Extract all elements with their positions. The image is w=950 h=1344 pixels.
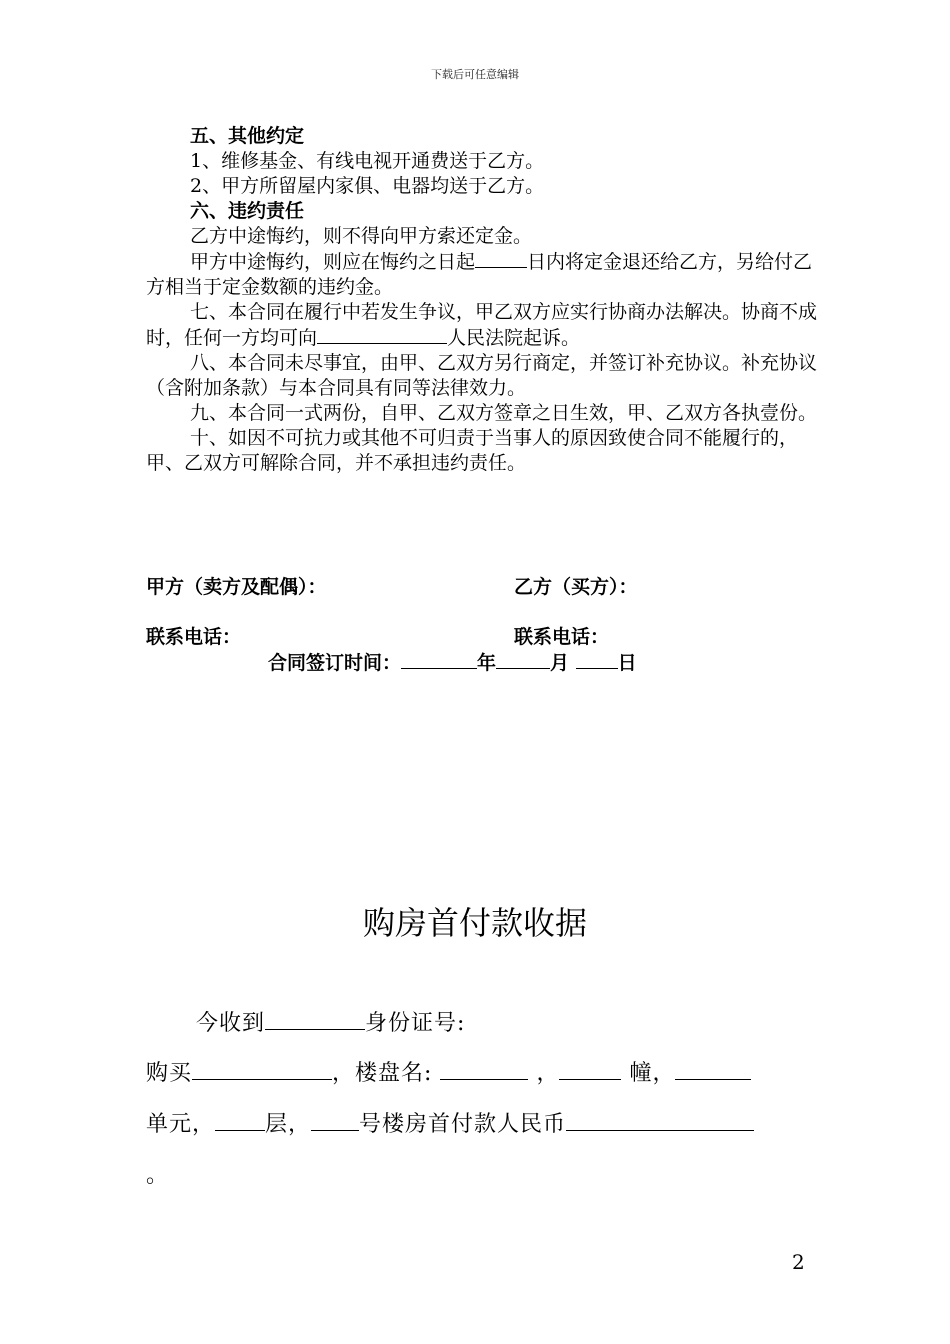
comma-label: ， [536,1061,560,1086]
receipt-line-1 [196,1006,876,1037]
unit-label: 单元， [146,1112,216,1137]
floor-blank[interactable] [215,1112,265,1131]
clause-9: 九、本合同一式两份，自甲、乙双方签章之日生效，甲、乙双方各执壹份。 [190,402,818,424]
clause-7-start: 七、本合同在履行中若发生争议，甲乙双方应实行协商办法解决。协商不成时，任何一方均可向 [146,301,818,349]
party-a-phone-label: 联系电话： [146,626,242,648]
section-6-line-2-start: 甲方中途悔约，则应在悔约之日起 [190,251,476,273]
amount-blank[interactable] [566,1112,754,1131]
signing-date [268,648,637,675]
receipt-line-2 [146,1056,826,1087]
floor-label: 层， [265,1112,312,1137]
month-blank[interactable] [496,650,550,669]
received-label: 今收到 [196,1011,266,1036]
section-6-line-2 [146,249,826,300]
party-b-phone-label: 联系电话： [514,626,610,648]
party-b-label: 乙方（买方）： [514,576,638,598]
signing-date-label: 合同签订时间： [268,652,402,674]
day-label: 日 [617,652,637,674]
year-blank[interactable] [401,650,477,669]
payment-label: 号楼房首付款人民币 [359,1112,567,1137]
section-5-item-2: 2、甲方所留屋内家俱、电器均送于乙方。 [190,175,545,197]
days-blank[interactable] [475,249,527,268]
section-5-title: 五、其他约定 [190,125,305,147]
clause-10: 十、如因不可抗力或其他不可归责于当事人的原因致使合同不能履行的，甲、乙双方可解除合同，并不承担违约责任。 [146,427,799,474]
page-number: 2 [792,1250,805,1274]
room-number-blank[interactable] [311,1112,359,1131]
receipt-end-period: 。 [146,1163,170,1188]
day-blank[interactable] [576,650,618,669]
court-blank[interactable] [317,325,447,344]
year-label: 年 [477,652,497,674]
section-6-line-1: 乙方中途悔约，则不得向甲方索还定金。 [190,225,533,247]
receipt-title: 购房首付款收据 [362,904,587,942]
block-label: 幢， [629,1061,676,1086]
receipt-line-3 [146,1107,826,1138]
block-number-blank[interactable] [559,1061,621,1080]
building-name-label: ，楼盘名: [332,1061,433,1086]
purchase-blank[interactable] [192,1061,332,1080]
buy-label: 购买 [146,1061,193,1086]
id-label: 身份证号: [365,1011,466,1036]
section-5-item-1: 1、维修基金、有线电视开通费送于乙方。 [190,150,545,172]
clause-7-end: 人民法院起诉。 [447,327,581,349]
payer-name-blank[interactable] [265,1011,365,1030]
section-6-line-2-end: 日内将定金退还给乙方，另给付乙方相当于定金数额的违约金。 [146,251,813,298]
month-label: 月 [550,652,570,674]
section-6-title: 六、违约责任 [190,200,305,222]
clause-8: 八、本合同未尽事宜，由甲、乙双方另行商定，并签订补充协议。补充协议（含附加条款）与本合同具有同等法律效力。 [146,352,818,399]
building-name-blank[interactable] [440,1061,528,1080]
contract-body [146,124,826,476]
unit-number-blank[interactable] [675,1061,751,1080]
page-header: 下载后可任意编辑 [431,68,519,81]
party-a-label: 甲方（卖方及配偶）： [146,576,327,598]
clause-7 [146,300,826,351]
